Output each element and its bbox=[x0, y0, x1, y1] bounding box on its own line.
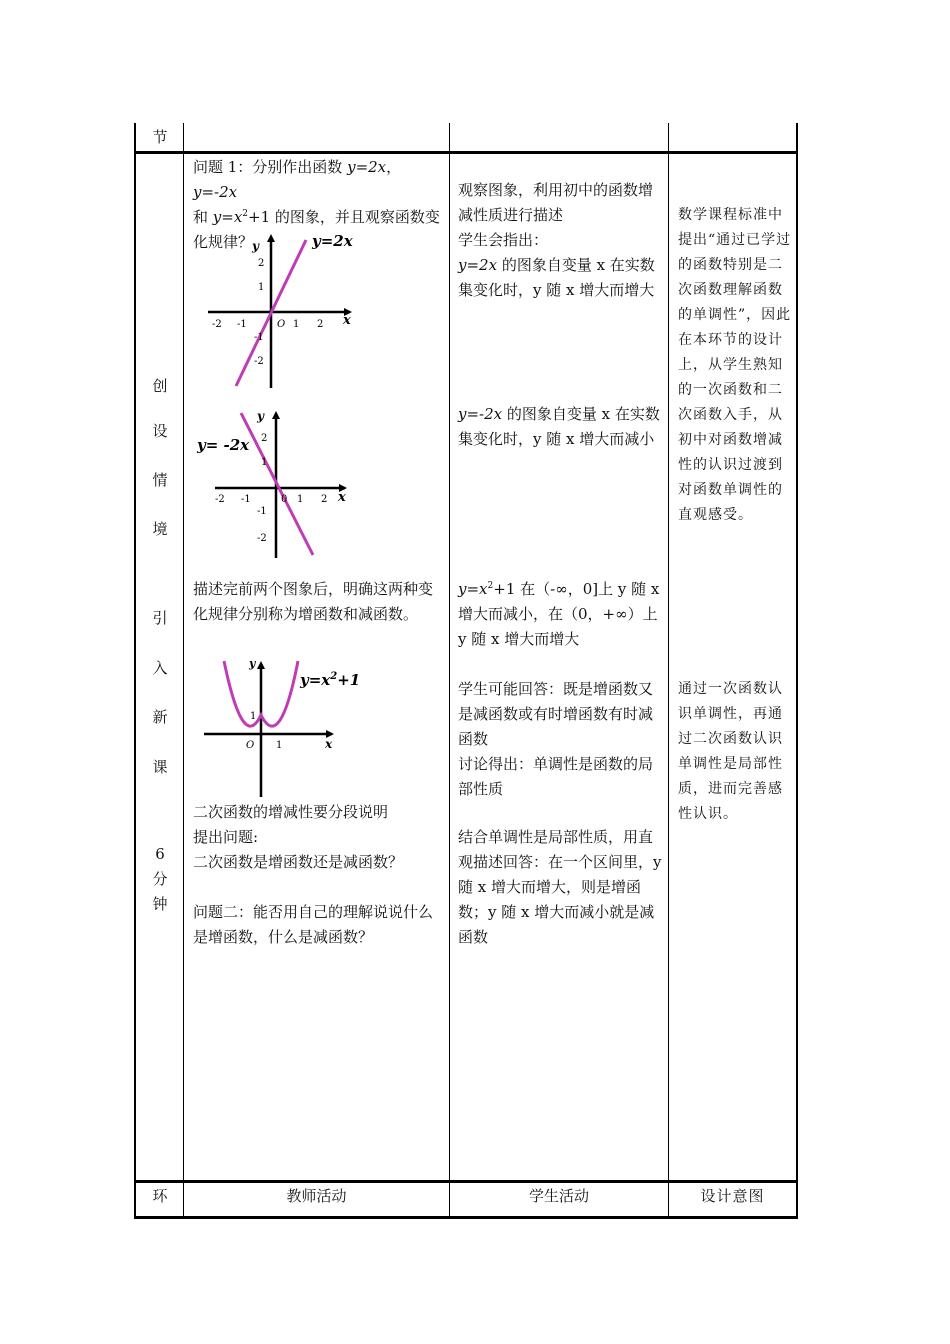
g2-y-axis-label: y bbox=[257, 409, 264, 423]
section-char-6: 入 bbox=[152, 659, 168, 677]
time-value: 6 bbox=[155, 845, 165, 863]
g2-ytick-neg1: -1 bbox=[257, 506, 267, 517]
g1-xtick-1: 1 bbox=[293, 319, 300, 330]
student-block-1-fn: y=2x bbox=[458, 256, 498, 274]
header-student-activity: 学生活动 bbox=[528, 1187, 589, 1205]
g1-ytick-1: 1 bbox=[258, 282, 265, 293]
teacher-after-quadratic: 二次函数的增减性要分段说明 提出问题: 二次函数是增函数还是减函数？ 问题二：能否用自己的理解说说什么是增函数，什么是减函数？ bbox=[193, 803, 434, 946]
student-block-3-fn: y=x bbox=[458, 580, 488, 598]
table-row-line-3 bbox=[134, 1216, 798, 1219]
section-char-4: 境 bbox=[152, 520, 168, 538]
student-block-3 bbox=[458, 577, 664, 652]
g1-xtick-neg1: -1 bbox=[237, 319, 247, 330]
header-stage: 环 bbox=[152, 1187, 168, 1205]
teacher-after-linear: 描述完前两个图象后，明确这两种变化规律分别称为增函数和减函数。 bbox=[193, 580, 434, 623]
student-block-2-tail: 的图象自变量 x 在实数集变化时，y 随 x 增大而减小 bbox=[458, 405, 660, 448]
g2-x-axis-label: x bbox=[338, 490, 346, 505]
section-char-3: 情 bbox=[152, 471, 168, 489]
student-block-3-tail: +1 在（-∞，0]上 y 随 x 增大而减小，在（0，+∞）上 y 随 x 增大而增大 bbox=[458, 580, 660, 648]
intent-note-2: 通过一次函数认识单调性，再通过二次函数认识单调性是局部性质，进而完善感性认识。 bbox=[678, 681, 783, 822]
g3-label-tail: +1 bbox=[337, 671, 361, 689]
g3-y-axis-label: y bbox=[249, 657, 256, 670]
g1-ytick-2: 2 bbox=[258, 258, 265, 269]
student-block-2-fn: y=-2x bbox=[458, 405, 503, 423]
student-block-5: 结合单调性是局部性质，用直观描述回答：在一个区间里，y 随 x 增大而增大，则是增函数；y 随 x 增大而减小就是减函数 bbox=[458, 828, 662, 946]
graph-y-neg2x bbox=[195, 405, 355, 560]
student-block-1 bbox=[458, 178, 664, 303]
g3-y-arrow bbox=[257, 661, 265, 669]
q1-and: 和 bbox=[193, 208, 213, 226]
g2-origin: 0 bbox=[281, 494, 288, 505]
g3-label-base: y=x bbox=[300, 671, 331, 689]
header-design-intent: 设计意图 bbox=[700, 1187, 765, 1205]
student-block-4: 学生可能回答：既是增函数又是减函数或有时增函数有时减函数 讨论得出：单调性是函数的局部性质 bbox=[458, 680, 654, 798]
g1-y-axis-label: y bbox=[252, 239, 259, 253]
table-divider-3 bbox=[668, 123, 669, 1218]
q1-fn-yx2: y=x bbox=[212, 208, 243, 226]
g2-label: y= -2x bbox=[197, 436, 250, 454]
g2-ytick-2: 2 bbox=[261, 433, 268, 444]
g1-xtick-2: 2 bbox=[317, 319, 324, 330]
table-row-line-1 bbox=[134, 151, 798, 154]
g2-xtick-1: 1 bbox=[297, 494, 304, 505]
q1-tail: +1 的图象，并且观察函数变化规律？ bbox=[193, 208, 440, 251]
header-teacher-activity: 教师活动 bbox=[286, 1187, 347, 1205]
g1-y-arrow bbox=[267, 234, 275, 242]
g2-ytick-neg2: -2 bbox=[257, 533, 267, 544]
q1-exponent: 2 bbox=[242, 209, 249, 219]
top-cell-label: 节 bbox=[152, 128, 168, 146]
student-block-1-tail: 的图象自变量 x 在实数集变化时，y 随 x 增大而增大 bbox=[458, 256, 655, 299]
g3-x-axis-label: x bbox=[325, 737, 333, 751]
section-char-7: 新 bbox=[152, 708, 168, 726]
time-unit-char-2: 钟 bbox=[152, 895, 168, 913]
g2-xtick-2: 2 bbox=[321, 494, 328, 505]
section-char-8: 课 bbox=[152, 758, 168, 776]
g1-origin: O bbox=[277, 319, 286, 330]
q1-prefix: 问题 1：分别作出函数 bbox=[193, 158, 348, 176]
g1-ytick-neg1: -1 bbox=[254, 332, 264, 343]
g3-origin: O bbox=[246, 740, 255, 751]
g1-xtick-neg2: -2 bbox=[212, 319, 222, 330]
g3-ytick-1: 1 bbox=[250, 711, 257, 722]
section-char-1: 创 bbox=[152, 377, 168, 395]
graph-y-2x bbox=[200, 228, 360, 390]
g3-xtick-1: 1 bbox=[276, 740, 283, 751]
student-block-2 bbox=[458, 402, 664, 452]
table-row-line-2 bbox=[134, 1180, 798, 1183]
section-char-2: 设 bbox=[152, 422, 168, 440]
g3-label bbox=[299, 671, 360, 689]
q1-fn-y2x: y=2x bbox=[347, 158, 387, 176]
student-block-3-exp: 2 bbox=[487, 581, 494, 591]
g1-x-axis-label: x bbox=[343, 313, 351, 328]
graph-y-x2-plus-1 bbox=[200, 655, 370, 800]
g3-label-exp: 2 bbox=[330, 671, 338, 682]
g2-xtick-neg1: -1 bbox=[241, 494, 251, 505]
section-char-5: 引 bbox=[152, 609, 168, 627]
g1-ytick-neg2: -2 bbox=[254, 356, 264, 367]
g2-y-arrow bbox=[272, 411, 280, 419]
g2-xtick-neg2: -2 bbox=[215, 494, 225, 505]
g2-ytick-1: 1 bbox=[261, 457, 268, 468]
q1-fn-yneg2x: y=-2x bbox=[193, 183, 238, 201]
table-divider-2 bbox=[449, 123, 450, 1218]
q1-sep: ， bbox=[386, 158, 402, 176]
student-block-1-intro: 观察图象，利用初中的函数增减性质进行描述 学生会指出： bbox=[458, 181, 654, 249]
g1-label: y=2x bbox=[312, 232, 353, 250]
intent-note-1: 数学课程标准中提出“通过已学过的函数特别是二次函数理解函数的单调性”，因此在本环节的设计上，从学生熟知的一次函数和二次函数入手，从初中对函数增减性的认识过渡到对函数单调性的直观感受。 bbox=[678, 207, 792, 523]
time-unit-char-1: 分 bbox=[152, 870, 168, 888]
table-border-right bbox=[796, 123, 798, 1218]
